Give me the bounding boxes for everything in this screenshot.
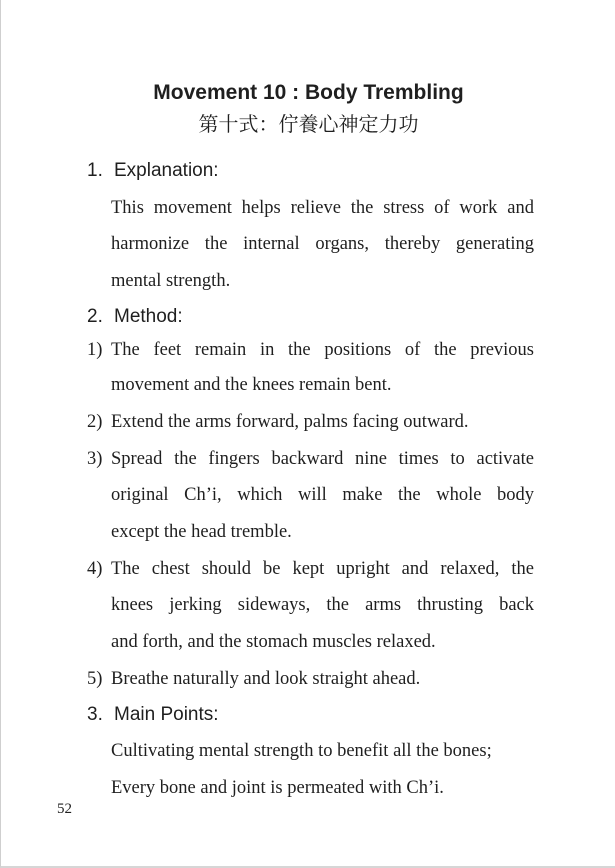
step-marker: 3) [87, 449, 103, 469]
section-number: 2. [87, 306, 103, 327]
section-heading-explanation [87, 159, 219, 183]
section-heading-method [87, 305, 183, 329]
page-number: 52 [57, 801, 72, 817]
step-marker: 2) [87, 412, 103, 432]
page-title: Movement 10 : Body Trembling [153, 81, 464, 104]
step-line: original Ch’i, which will make the whole body [111, 485, 534, 505]
step-line: and forth, and the stomach muscles relaxed. [111, 632, 436, 652]
step-line: Extend the arms forward, palms facing outward. [111, 412, 469, 432]
main-points-line: Every bone and joint is permeated with Ch’i. [111, 778, 444, 798]
step-line: The feet remain in the positions of the previous [111, 340, 534, 360]
main-points-line: Cultivating mental strength to benefit all the bones; [111, 741, 492, 761]
step-line: knees jerking sideways, the arms thrusting back [111, 595, 534, 615]
page-subtitle-chinese: 第十式：佇養心神定力功 [198, 112, 419, 136]
step-line: Spread the fingers backward nine times to activate [111, 449, 534, 469]
section-heading-main-points [87, 703, 219, 727]
step-line: except the head tremble. [111, 522, 292, 542]
section-number: 3. [87, 704, 103, 725]
section-heading-label: Main Points: [114, 704, 219, 725]
explanation-line: harmonize the internal organs, thereby generating [111, 234, 534, 254]
section-heading-label: Method: [114, 306, 183, 327]
step-marker: 1) [87, 340, 103, 360]
section-heading-label: Explanation: [114, 160, 219, 181]
step-marker: 4) [87, 559, 103, 579]
section-number: 1. [87, 160, 103, 181]
explanation-line: mental strength. [111, 271, 231, 291]
explanation-line: This movement helps relieve the stress of work and [111, 198, 534, 218]
step-line: The chest should be kept upright and relaxed, the [111, 559, 534, 579]
step-marker: 5) [87, 669, 103, 689]
step-line: movement and the knees remain bent. [111, 375, 392, 395]
step-line: Breathe naturally and look straight ahead. [111, 669, 421, 689]
